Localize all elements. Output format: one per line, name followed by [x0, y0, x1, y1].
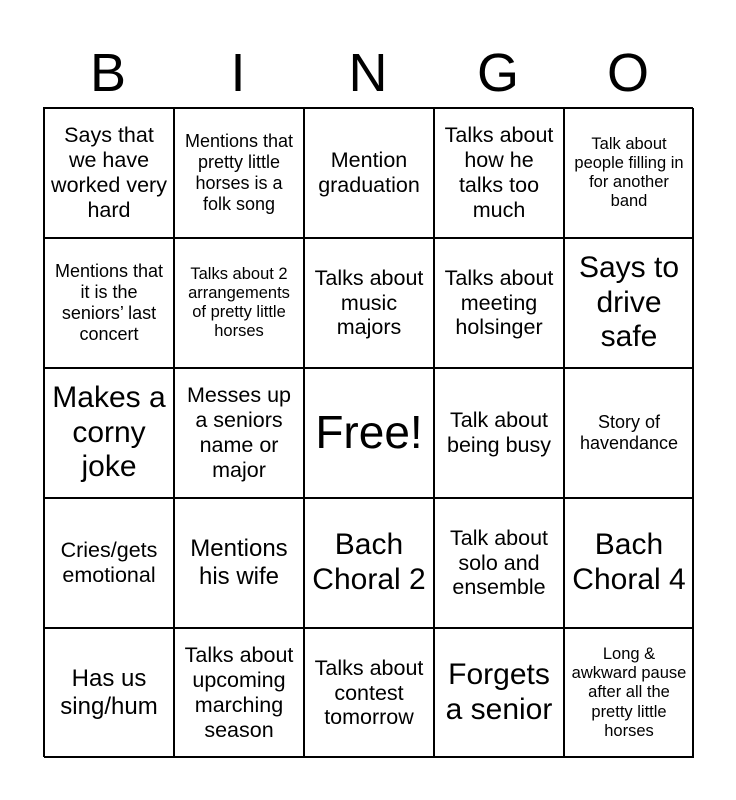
cell-text: Says to drive safe [578, 250, 680, 354]
bingo-cell[interactable] [434, 238, 564, 368]
cell-text: Makes a corny joke [52, 380, 166, 484]
bingo-cell[interactable] [434, 498, 564, 628]
header-letter-g: G [476, 43, 519, 103]
cell-text: Mentions that it is the seniors’ last concert [54, 261, 164, 344]
bingo-cell[interactable] [174, 498, 304, 628]
cell-text: Mentions that pretty little horses is a folk song [184, 131, 294, 214]
bingo-cell[interactable] [174, 628, 304, 758]
bingo-cell[interactable] [174, 108, 304, 238]
bingo-cell[interactable] [304, 238, 434, 368]
bingo-cell[interactable] [434, 368, 564, 498]
bingo-cell[interactable] [564, 238, 694, 368]
bingo-cell[interactable] [434, 628, 564, 758]
cell-text: Talks about music majors [314, 265, 424, 340]
cell-text: Bach Choral 4 [572, 528, 686, 596]
bingo-cell[interactable] [44, 498, 174, 628]
cell-text: Says that we have worked very hard [51, 123, 167, 222]
header-letter-n: N [348, 43, 388, 103]
bingo-cell[interactable] [304, 628, 434, 758]
free-space-text: Free! [315, 406, 423, 459]
cell-text: Talks about meeting holsinger [444, 265, 554, 340]
bingo-cell[interactable] [44, 368, 174, 498]
cell-text: Mention graduation [318, 148, 420, 197]
header-letter-b: B [89, 43, 127, 103]
cell-text: Story of havendance [579, 412, 679, 453]
bingo-cell-free[interactable] [304, 368, 434, 498]
bingo-board [43, 107, 693, 757]
cell-text: Talks about contest tomorrow [314, 655, 424, 730]
bingo-cell[interactable] [44, 628, 174, 758]
header-letter-o: O [606, 43, 649, 103]
bingo-cell[interactable] [174, 368, 304, 498]
bingo-cell[interactable] [44, 238, 174, 368]
cell-text: Has us sing/hum [60, 665, 158, 720]
bingo-cell[interactable] [564, 368, 694, 498]
bingo-cell[interactable] [174, 238, 304, 368]
cell-text: Long & awkward pause after all the pretty little horses [571, 645, 687, 740]
cell-text: Talks about 2 arrangements of pretty little horses [188, 264, 290, 341]
cell-text: Messes up a seniors name or major [187, 383, 291, 482]
cell-text: Cries/gets emotional [60, 538, 158, 587]
bingo-cell[interactable] [564, 498, 694, 628]
cell-text: Bach Choral 2 [312, 528, 426, 596]
cell-text: Talk about solo and ensemble [449, 525, 548, 600]
cell-text: Talks about upcoming marching season [184, 643, 294, 742]
bingo-cell[interactable] [304, 498, 434, 628]
bingo-cell[interactable] [434, 108, 564, 238]
cell-text: Talk about being busy [447, 408, 551, 457]
bingo-cell[interactable] [564, 108, 694, 238]
cell-text: Mentions his wife [190, 535, 288, 590]
cell-text: Forgets a senior [445, 658, 553, 726]
bingo-cell[interactable] [304, 108, 434, 238]
bingo-cell[interactable] [44, 108, 174, 238]
header-letter-i: I [230, 43, 246, 103]
bingo-cell[interactable] [564, 628, 694, 758]
cell-text: Talks about how he talks too much [444, 123, 554, 222]
cell-text: Talk about people filling in for another band [574, 134, 684, 211]
bingo-header [43, 38, 693, 108]
